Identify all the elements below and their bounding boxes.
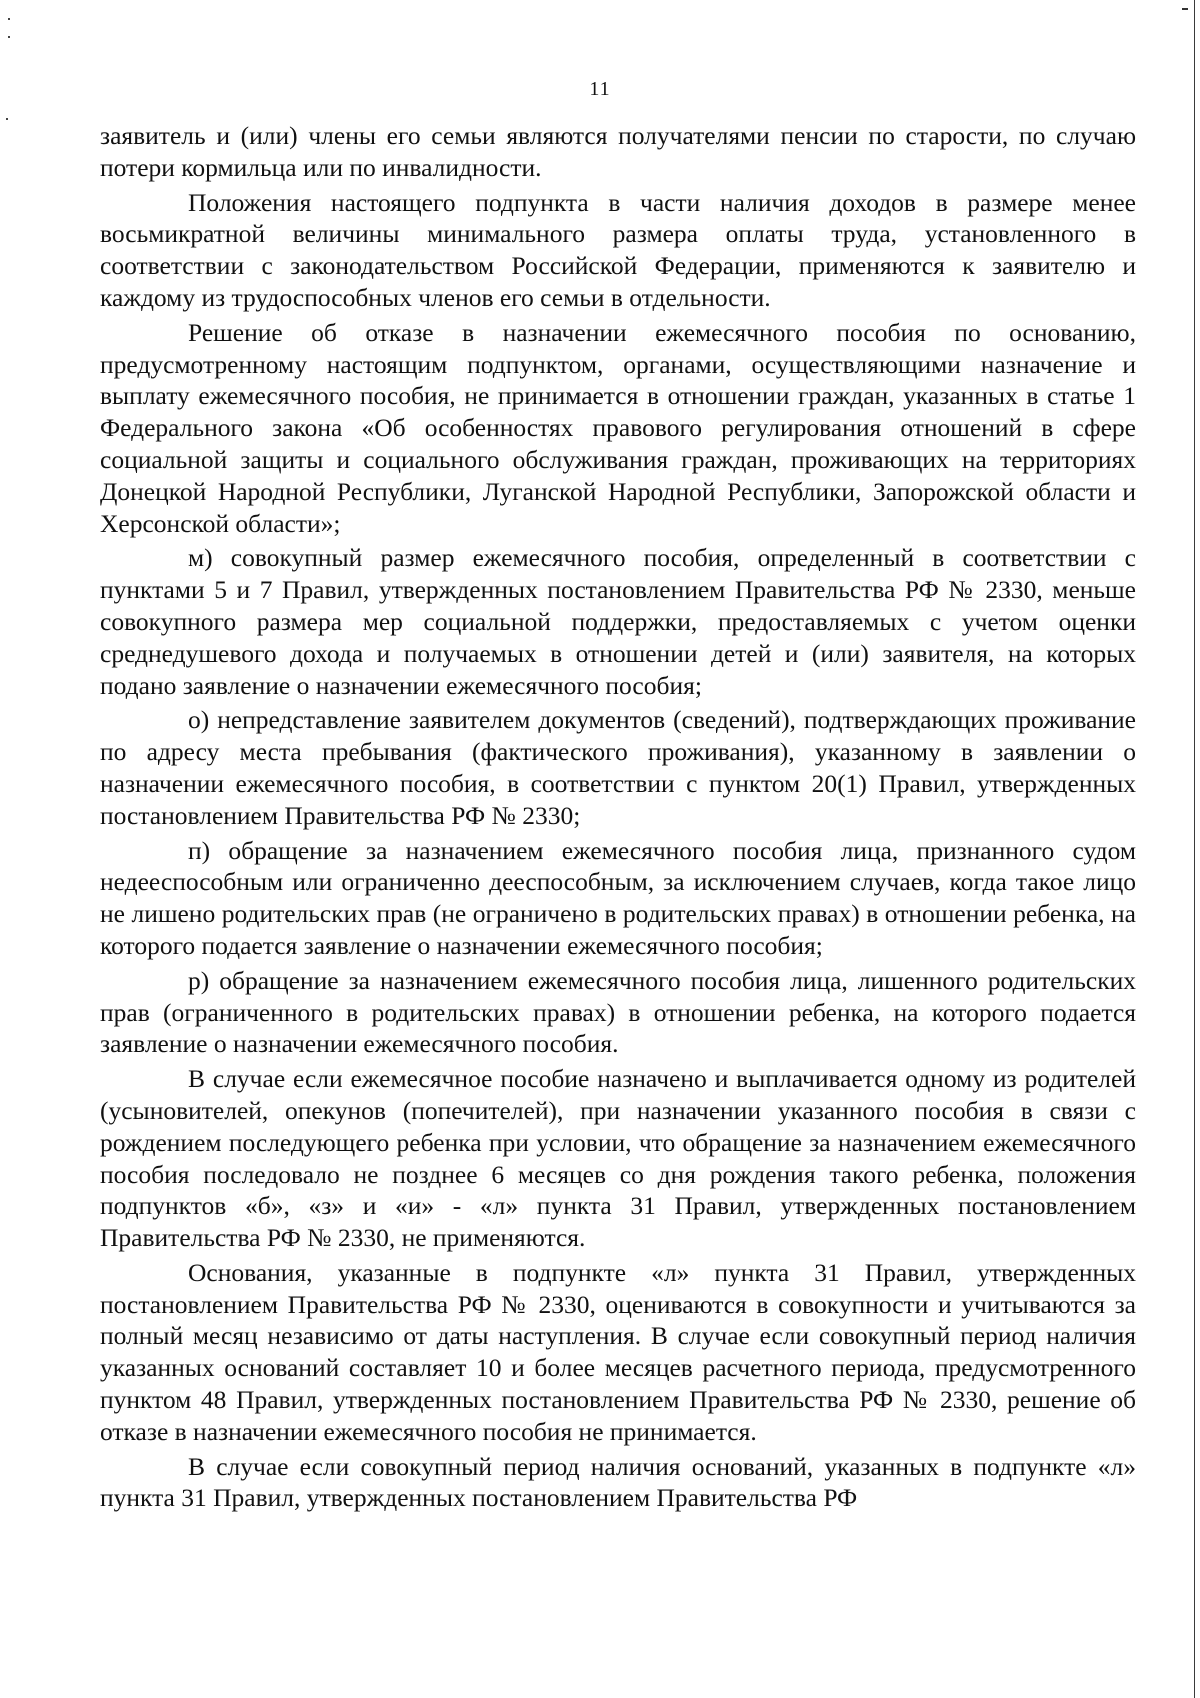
paragraph-subsequent-child: В случае если ежемесячное пособие назначено и выплачивается одному из родителей (усыновителей, опекунов (попечителей), при назначении указанного пособия в связи с рождением последующего ребенка при условии, что обращение за назначением ежемесячного пособия последовало не позднее 6 месяцев со дня рождения такого ребенка, положения подпунктов «б», «з» и «и» - «л» пункта 31 Правил, утвержденных постановлением Правительства РФ № 2330, не применяются. (100, 1064, 1136, 1253)
paragraph-continuation: заявитель и (или) члены его семьи являются получателями пенсии по старости, по случаю потери кормильца или по инвалидности. (100, 121, 1136, 182)
paragraph-subitem-o: о) непредставление заявителем документов (сведений), подтверждающих проживание по адресу места пребывания (фактического проживания), указанному в заявлении о назначении ежемесячного пособия, в соответствии с пунктом 20(1) Правил, утвержденных постановлением Правительства РФ № 2330; (100, 705, 1136, 830)
paragraph-subitem-r: р) обращение за назначением ежемесячного пособия лица, лишенного родительских прав (ограниченного в родительских правах) в отношении ребенка, на которого подается заявление о назначении ежемесячного пособия. (100, 965, 1136, 1059)
paragraph-aggregate-period: В случае если совокупный период наличия оснований, указанных в подпункте «л» пункта 31 Правил, утвержденных постановлением Правительства РФ (100, 1451, 1136, 1513)
paragraph-subitem-m: м) совокупный размер ежемесячного пособия, определенный в соответствии с пунктами 5 и 7 Правил, утвержденных постановлением Правительства РФ № 2330, меньше совокупного размера мер социальной поддержки, предоставляемых с учетом оценки среднедушевого дохода и получаемых в отношении детей и (или) заявителя, на которых подано заявление о назначении ежемесячного пособия; (100, 543, 1136, 700)
paragraph-grounds-assessment: Основания, указанные в подпункте «л» пункта 31 Правил, утвержденных постановлением Правительства РФ № 2330, оцениваются в совокупности и учитываются за полный месяц независимо от даты наступления. В случае если совокупный период наличия указанных оснований составляет 10 и более месяцев расчетного периода, предусмотренного пунктом 48 Правил, утвержденных постановлением Правительства РФ № 2330, решение об отказе в назначении ежемесячного пособия не принимается. (100, 1257, 1136, 1446)
scan-edge-line (1194, 0, 1195, 1698)
scan-speck (8, 36, 10, 38)
page-number: 11 (589, 78, 611, 100)
scan-speck (8, 18, 10, 20)
scan-edge-mark (1182, 8, 1188, 10)
scan-speck (6, 118, 8, 120)
document-body (100, 120, 1136, 1514)
paragraph-refusal-decision: Решение об отказе в назначении ежемесячного пособия по основанию, предусмотренному настоящим подпунктом, органами, осуществляющими назначение и выплату ежемесячного пособия, не принимается в отношении граждан, указанных в статье 1 Федерального закона «Об особенностях правового регулирования отношений в сфере социальной защиты и социального обслуживания граждан, проживающих на территориях Донецкой Народной Республики, Луганской Народной Республики, Запорожской области и Херсонской области»; (100, 317, 1136, 538)
paragraph-income-provisions: Положения настоящего подпункта в части наличия доходов в размере менее восьмикратной величины минимального размера оплаты труда, установленного в соответствии с законодательством Российской Федерации, применяются к заявителю и каждому из трудоспособных членов его семьи в отдельности. (100, 187, 1136, 312)
paragraph-subitem-p: п) обращение за назначением ежемесячного пособия лица, признанного судом недееспособным или ограниченно дееспособным, за исключением случаев, когда такое лицо не лишено родительских прав (не ограничено в родительских правах) в отношении ребенка, на которого подается заявление о назначении ежемесячного пособия; (100, 835, 1136, 960)
